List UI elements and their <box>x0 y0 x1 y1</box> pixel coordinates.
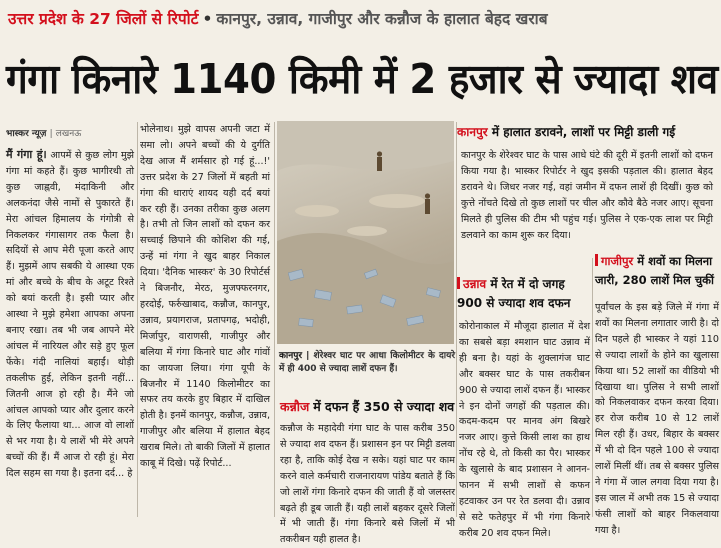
column-1-body: आपमें से कुछ लोग मुझे गंगा मां कहते हैं। कुछ भागीरथी तो कुछ जाह्नवी, मंदाकिनी और अलकनंदा जैसे नामों से पुकारते हैं। मेरा आंचल हिमालय के गंगोत्री से निकलकर गंगासागर तक फैला है। सदियों से आप मेरी पूजा करते आए हैं। मुझमें आप सबकी ये आस्था एक मां और बच्चे के बीच के अटूट रिश्ते को बयां करती है। इसी प्यार और आस्था ने मुझे हमेशा आपका अपना बनाए रखा। तब भी जब आपने मेरे आंचल में नारियल और सड़े हुए फूल फेंके। गंदी नालियां बहाईं। थोड़ी तकलीफ हुई, लेकिन इतनी नहीं... जितनी आज हो रही है। मैंने जो आंचल आपको प्यार और दुलार करने के लिए फैलाया था... आज वो लाशों से भर गया है। ये लाशें भी मेरे अपने बच्चों की हैं। मैं आज रो रही हूं। मेरा दिल सहम सा गया है। इतना दर्द... हे <box>6 150 134 480</box>
unnao-head-rest: में रेत में दो जगह 900 से ज्यादा शव दफन <box>457 277 571 310</box>
page-headline: गंगा किनारे 1140 किमी में 2 हजार से ज्यादा शव <box>6 55 718 103</box>
riverbank-photo <box>277 121 454 344</box>
column-2-text: भोलेनाथ। मुझे वापस अपनी जटा में समा लो। अपने बच्चों की ये दुर्गति देख आज मैं शर्मसार हो गई हूं...!' उत्तर प्रदेश के 27 जिलों में बहती मां गंगा की धाराएं शायद यही दर्द बयां कर रही हैं। उनका तरीका कुछ अलग है। तभी तो जिन लाशों को दफन कर सच्चाई छिपाने की कोशिश की गई, उन्हें मां गंगा ने खुद बाहर निकाल दिया। 'दैनिक भास्कर' के 30 रिपोर्टर्स ने बिजनौर, मेरठ, मुजफ्फरनगर, हरदोई, फर्रुखाबाद, कन्नौज, कानपुर, उन्नाव, प्रयागराज, प्रतापगढ़, भदोही, मिर्जापुर, वाराणसी, गाजीपुर और बलिया में गंगा किनारे घाट और गांवों का जायजा लिया। गंगा यूपी के बिजनौर में 1140 किलोमीटर का सफर तय करके हुए बिहार में दाखिल होती है। इनमें कानपुर, कन्नौज, उन्नाव, गाजीपुर और बलिया में हालात बेहद खराब मिले। तो बाकी जिलों में हालात काबू में दिखे। पढ़ें रिपोर्ट... <box>140 124 270 470</box>
kanpur-title <box>457 122 721 142</box>
kicker-red: उत्तर प्रदेश के 27 जिलों से रिपोर्ट <box>8 10 199 28</box>
column-divider <box>137 122 138 517</box>
unnao-head-red: उन्नाव <box>463 277 487 291</box>
kicker-line <box>8 4 716 34</box>
byline-sep: | <box>49 129 53 139</box>
column-divider <box>274 122 275 517</box>
unnao-box <box>457 275 590 539</box>
photo-caption <box>279 350 455 384</box>
photo-illustration <box>277 121 454 344</box>
byline-place: लखनऊ <box>55 129 82 139</box>
kicker-bullet: • <box>202 10 213 28</box>
byline-brand: भास्कर न्यूज़ <box>6 129 47 139</box>
kanpur-title-rest: में हालात डरावने, लाशों पर मिट्टी डाली गई <box>491 125 676 139</box>
kicker-rest: कानपुर, उन्नाव, गाजीपुर और कन्नौज के हालात बेहद खराब <box>216 10 548 28</box>
ghazipur-head-red: गाजीपुर <box>601 254 634 268</box>
kannauj-headline <box>280 397 455 417</box>
kanpur-text: कानपुर के शेरेश्वर घाट के पास आधे घंटे की दूरी में इतनी लाशों को दफन किया गया है। भास्कर रिपोर्टर ने खुद इसकी पड़ताल की। हालात बेहद डरावने थे। जिधर नजर गई, वहां जमीन में दफन लाशें ही दिखीं। कुछ को कुत्ते नोंचते दिखे तो कुछ लाशों पर चील और कौवे बैठे नजर आए। सूचना मिलते ही पुलिस की टीम भी पहुंच गई। पुलिस ने एक-एक लाश पर मिट्टी डलवाने का काम शुरू कर दिया। <box>461 150 713 241</box>
byline <box>6 126 141 142</box>
caption-text: शेरेश्वर घाट पर आधा किलोमीटर के दायरे में ही 400 से ज्यादा लाशें दफन हैं। <box>279 351 456 374</box>
caption-label: कानपुर | <box>279 351 310 361</box>
column-1-lead: मैं गंगा हूं। <box>6 148 47 161</box>
ghazipur-text: पूर्वांचल के इस बड़े जिले में गंगा में शवों का मिलना लगातार जारी है। दो दिन पहले ही भास्कर ने यहां 110 से ज्यादा लाशों के होने का खुलासा किया था। 52 लाशों का वीडियो भी दिखाया था। पुलिस ने सभी लाशों को निकलवाकर दफन करवा दिया। हर रोज करीब 10 से 12 लाशें मिल रही हैं। उधर, बिहार के बक्सर में भी दो दिन पहले 100 से ज्यादा लाशें मिलीं थीं। तब से बक्सर पुलिस ने गंगा में जाल लगवा दिया गया है। इस जाल में अभी तक 15 से ज्यादा फंसी लाशों को बाहर निकलवाया गया है। <box>595 302 719 536</box>
kannauj-text: कन्नौज के महादेवी गंगा घाट के पास करीब 350 से ज्यादा शव दफन हैं। प्रशासन इन पर मिट्टी डलवा रहा है, ताकि कोई देख न सके। यहां घाट पर काम करने वाले कर्मचारी राजनारायण पांडेय बताते हैं कि जो लाशें गंगा किनारे दफन की जाती हैं वो जलस्तर बढ़ते ही डूब जाती हैं। यही लाशें बहकर दूसरे जिलों में भी जाती हैं। गंगा किनारे बसे जिलों में भी तकरीबन यही हालत है। <box>280 423 455 546</box>
ghazipur-box <box>595 252 721 536</box>
ghazipur-head-rest: में शवों का मिलना जारी, 280 लाशें मिल चुकीं <box>595 254 714 287</box>
column-1-text <box>6 147 134 519</box>
ghazipur-headline <box>595 252 721 296</box>
column-divider <box>592 258 593 517</box>
red-bar-marker <box>457 277 460 289</box>
kannauj-head-rest: में दफन हैं 350 से ज्यादा शव <box>313 399 455 414</box>
kannauj-head-red: कन्नौज <box>280 399 310 414</box>
kanpur-box <box>457 122 721 272</box>
unnao-headline <box>457 275 590 315</box>
unnao-text: कोरोनाकाल में मौजूदा हालात में देश का सबसे बड़ा श्मशान घाट उन्नाव में ही बना है। यहां के शुक्लागंज घाट और बक्सर घाट के पास तकरीबन 900 से ज्यादा लाशें दफन हैं। भास्कर ने इन दोनों जगहों की पड़ताल की। कदम-कदम पर मानव अंग बिखरे नजर आए। कुत्ते किसी लाश का हाथ नोंच रहे थे, तो किसी का पैर। भास्कर के खुलासे के बाद प्रशासन ने आनन-फानन में सभी लाशों से कफन हटवाकर उन पर रेत डलवा दी। उन्नाव से सटे फतेहपुर में भी गंगा किनारे करीब 20 शव दफन मिले। <box>459 321 590 539</box>
kanpur-title-red: कानपुर <box>457 125 488 139</box>
red-bar-marker <box>595 254 598 266</box>
